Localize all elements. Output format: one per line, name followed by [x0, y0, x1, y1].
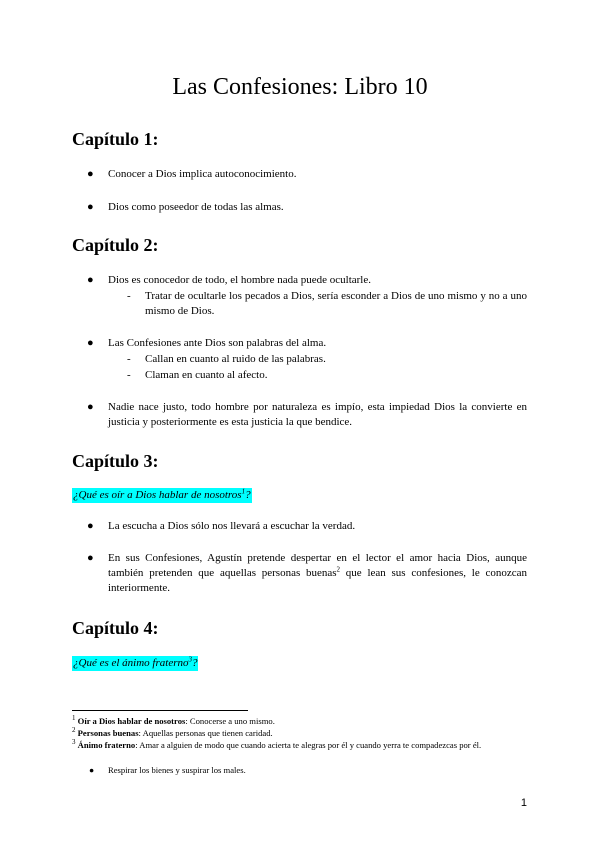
- bullet-marker: ●: [87, 168, 94, 180]
- footnote-ref-3[interactable]: 3: [188, 655, 192, 664]
- footnote-ref-1[interactable]: 1: [241, 487, 246, 496]
- bullet-marker: ●: [89, 765, 95, 775]
- bullet-marker: ●: [87, 201, 94, 213]
- document-title: Las Confesiones: Libro 10: [172, 74, 428, 100]
- ch2-sub-3: Claman en cuanto al afecto.: [145, 369, 268, 381]
- bullet-marker: ●: [87, 337, 94, 349]
- chapter-1-heading: Capítulo 1:: [72, 129, 159, 149]
- chapter-4-heading: Capítulo 4:: [72, 618, 159, 638]
- ch2-bullet-1: Dios es conocedor de todo, el hombre nada puede ocultarle.: [108, 274, 371, 286]
- ch3-question-highlight: ¿Qué es oír a Dios hablar de nosotros$^1$?: [73, 487, 251, 501]
- ch2-bullet-3: Nadie nace justo, todo hombre por naturaleza es impío, esta impiedad Dios la convierte en justicia y posteriormente es esta justicia la que bendice.: [108, 401, 527, 428]
- bullet-marker: ●: [87, 401, 94, 413]
- ch1-bullet-2: Dios como poseedor de todas las almas.: [108, 201, 284, 213]
- dash-marker: -: [127, 369, 131, 381]
- ch2-sub-2: Callan en cuanto al ruido de las palabras.: [145, 353, 326, 365]
- ch2-bullet-2: Las Confesiones ante Dios son palabras del alma.: [108, 337, 327, 349]
- ch2-sub-1: Tratar de ocultarle los pecados a Dios, sería esconder a Dios de uno mismo y no a uno mismo de Dios.: [145, 290, 527, 317]
- footnote-3: $^3$ Ánimo fraterno: Amar a alguien de modo que cuando acierta te alegras por él y cuando yerra te compadezcas por él.: [72, 738, 482, 750]
- footnote-bullet: Respirar los bienes y suspirar los males.: [108, 765, 246, 775]
- chapter-3-heading: Capítulo 3:: [72, 451, 159, 471]
- ch3-bullet-1: La escucha a Dios sólo nos llevará a escuchar la verdad.: [108, 520, 356, 532]
- footnote-divider: [72, 710, 248, 711]
- dash-marker: -: [127, 290, 131, 302]
- ch1-bullet-1: Conocer a Dios implica autoconocimiento.: [108, 168, 297, 180]
- ch3-bullet-2: En sus Confesiones, Agustín pretende despertar en el lector el amor hacia Dios, aunque también pretenden que aquellas personas buenas$^2$ que lean sus confesiones, le conozcan interiormente.: [108, 552, 527, 594]
- footnote-2: $^2$ Personas buenas: Aquellas personas que tienen caridad.: [72, 726, 273, 738]
- bullet-marker: ●: [87, 520, 94, 532]
- ch4-question-highlight: ¿Qué es el ánimo fraterno$^3$?: [73, 655, 198, 669]
- bullet-marker: ●: [87, 274, 94, 286]
- ch3-question-text: ¿Qué es oír a Dios hablar de nosotros: [73, 489, 242, 501]
- bullet-marker: ●: [87, 552, 94, 564]
- chapter-2-heading: Capítulo 2:: [72, 235, 159, 255]
- dash-marker: -: [127, 353, 131, 365]
- footnote-ref-2[interactable]: 2: [336, 565, 341, 574]
- ch4-question-text: ¿Qué es el ánimo fraterno: [73, 657, 189, 669]
- footnote-1: $^1$ Oír a Dios hablar de nosotros: Conocerse a uno mismo.: [72, 714, 275, 726]
- page-number: 1: [520, 797, 527, 809]
